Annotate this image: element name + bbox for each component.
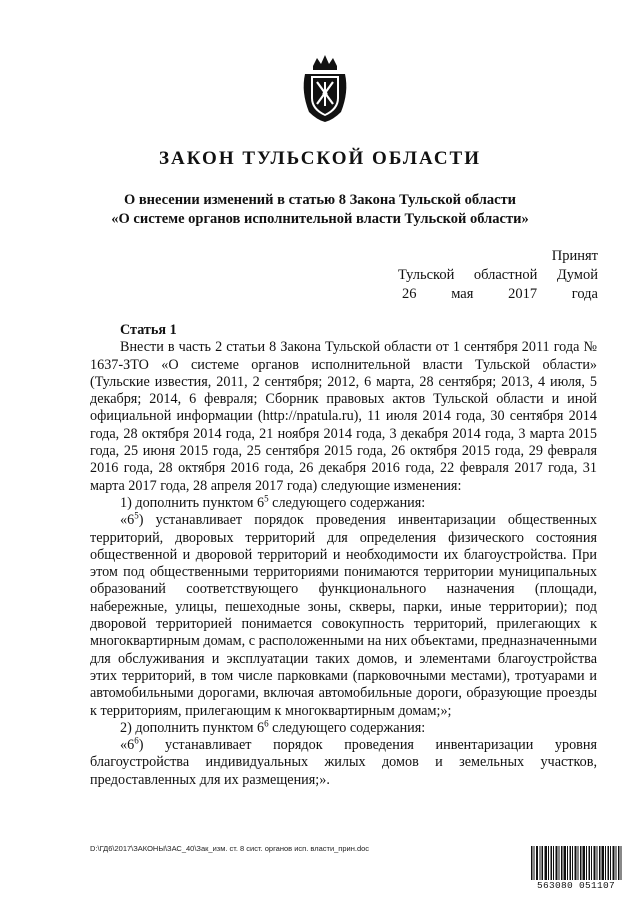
adopted-word: Принят <box>551 248 598 264</box>
adoption-date-part: 2017 <box>508 286 538 302</box>
law-title: ЗАКОН ТУЛЬСКОЙ ОБЛАСТИ <box>158 148 482 169</box>
adopting-body-row <box>398 266 598 285</box>
amendment-item-2-text: «$6^6$) устанавливает порядок проведения инвентаризации уровня благоустройства индивидуальных жилых домов и земельных участков, предоставленных для их размещения;». <box>90 735 597 788</box>
adopted-word-row <box>398 247 598 266</box>
adoption-date-part: 26 <box>402 286 417 302</box>
barcode-number: 563080 051107 <box>530 880 622 891</box>
file-path-footer: D:\ГД6\2017\ЗАКОНЫ\ЗАС_40\Зак_изм. ст. 8 сист. органов исп. власти_прин.doc <box>90 844 370 853</box>
article-intro-paragraph: Внести в часть 2 статьи 8 Закона Тульской области от 1 сентября 2011 года № 1637-ЗТО «О системе органов исполнительной власти Тульской области» (Тульские известия, 2011, 2 сентября; 2012, 6 марта, 28 сентября; 2013, 4 июля, 5 декабря; 2014, 6 февраля; Сборник правовых актов Тульской области и иной официальной информации (http://npatula.ru), 11 июля 2014 года, 30 сентября 2014 года, 28 октября 2014 года, 21 ноября 2014 года, 3 декабря 2014 года, 3 марта 2015 года, 25 июня 2015 года, 25 сентября 2015 года, 26 октября 2015 года, 29 февраля 2016 года, 28 октября 2016 года, 26 декабря 2016 года, 22 февраля 2017 года, 31 марта 2017 года, 28 апреля 2017 года) следующие изменения: <box>90 339 597 494</box>
law-subtitle-line1: О внесении изменений в статью 8 Закона Тульской области <box>123 192 517 208</box>
adopting-body-word: Тульской <box>398 267 455 283</box>
adopting-body-word: Думой <box>556 267 598 283</box>
adoption-date-part: мая <box>451 286 474 302</box>
tula-coat-of-arms-icon <box>299 52 351 124</box>
article-body <box>90 322 597 789</box>
adoption-block <box>398 247 598 304</box>
amendment-item-1: 1) дополнить пунктом $6^5$ следующего содержания: <box>120 493 426 511</box>
law-subtitle-line2: «О системе органов исполнительной власти Тульской области» <box>111 211 529 227</box>
amendment-item-2: 2) дополнить пунктом $6^6$ следующего содержания: <box>120 718 426 736</box>
adoption-date-part: года <box>571 286 598 302</box>
amendment-item-1-text: «$6^5$) устанавливает порядок проведения инвентаризации общественных территорий, дворовых территорий для определения физического состояния общественной и дворовой территорий и необходимости их благоустройства. При этом под общественными территориями понимаются территории муниципальных образований соответствующего функционального назначения (площади, набережные, улицы, пешеходные зоны, скверы, парки, иные территории); под дворовой территорией понимается совокупность территорий, прилегающих к многоквартирным домам, с расположенными на них объектами, предназначенными для обслуживания и эксплуатации таких домов, и элементами благоустройства этих территорий, в том числе парковками (парковочными местами), тротуарами и автомобильными дорогами, включая автомобильные дороги, образующие проезды к территориям, прилегающим к многоквартирным домам;»; <box>90 510 597 719</box>
adoption-date-row <box>398 285 598 304</box>
adopting-body-word: областной <box>473 267 538 283</box>
article-heading: Статья 1 <box>120 322 177 338</box>
